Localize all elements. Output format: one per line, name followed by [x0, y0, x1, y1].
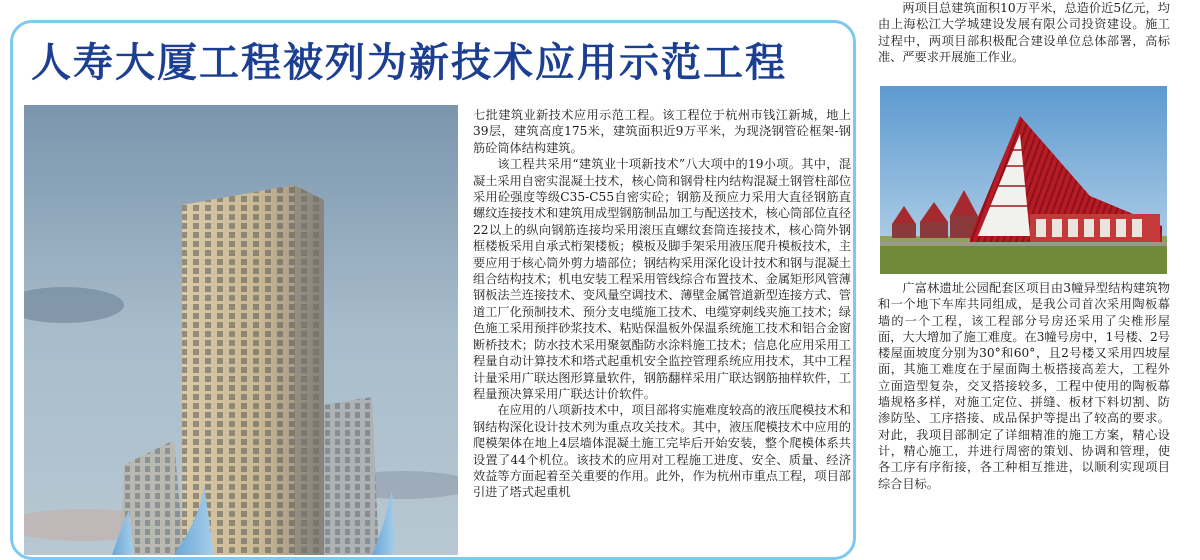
article-paragraph-3: 在应用的八项新技术中，项目部将实施难度较高的液压爬模技术和钢结构深化设计技术列为重点攻关技术。其中，液压爬模技术中应用的爬模架体在地上4层墙体混凝土施工完毕后开始安装，整个爬模体系共设置了44个机位。该技术的应用对工程施工进度、安全、质量、经济效益等方面起着至关重要的作用。此外，作为杭州市重点工程，项目部引进了塔式起重机 [473, 403, 851, 500]
right-column-bottom [878, 280, 1170, 492]
red-roof-building-photo [880, 86, 1167, 274]
skyscraper-rendering-image [24, 105, 458, 555]
article-paragraph-1: 七批建筑业新技术应用示范工程。该工程位于杭州市钱江新城，地上39层，建筑高度175米，建筑面积近9万平米，为现浇钢管砼框架-钢筋砼筒体结构建筑。 [473, 108, 851, 155]
article-paragraph-2: 该工程共采用“建筑业十项新技术”八大项中的19小项。其中，混凝土采用自密实混凝土技术，核心筒和钢骨柱内结构混凝土钢管柱部位采用砼强度等级C35-C55自密实砼；钢筋及预应力采用大直径钢筋直螺纹连接技术和建筑用成型钢筋制品加工与配送技术，核心筒部位直径22以上的纵向钢筋连接均采用滚压直螺纹套筒连接技术，核心筒外钢框楼板采用自承式桁架楼板；模板及脚手架采用液压爬升模板技术，主要应用于核心筒外剪力墙部位；钢结构采用深化设计技术和钢与混凝土组合结构技术；机电安装工程采用管线综合布置技术、金属矩形风管薄钢板法兰连接技术、变风量空调技术、薄壁金属管道新型连接方式、管道工厂化预制技术、预分支电缆施工技术、电缆穿刺线夹施工技术；绿色施工采用预拌砂浆技术、粘贴保温板外保温系统施工技术和铝合金窗断桥技术；防水技术采用聚氨酯防水涂料施工技术；信息化应用采用工程量自动计算技术和塔式起重机安全监控管理系统应用技术，其中工程计量采用广联达图形算量软件，钢筋翻样采用广联达钢筋抽样软件，工程量预决算采用广联达计价软件。 [473, 157, 851, 401]
article-body [473, 107, 851, 501]
right-top-paragraph: 两项目总建筑面积10万平米，总造价近5亿元，均由上海松江大学城建设发展有限公司投资建设。施工过程中，两项目部积极配合建设单位总体部署，高标准、严要求开展施工作业。 [878, 1, 1170, 65]
right-bottom-paragraph: 广富林遗址公园配套区项目由3幢异型结构建筑物和一个地下车库共同组成，是我公司首次采用陶板幕墙的一个工程，该工程部分号房还采用了尖椎形屋面，大大增加了施工难度。在3幢号房中，1号楼、2号楼屋面坡度分别为30°和60°，且2号楼又采用四坡屋面，其施工难度在于屋面陶土板搭接高差大，工程外立面造型复杂，交叉搭接较多，工程中使用的陶板幕墙规格多样，对施工定位、拼缝、板材下料切割、防渗防坠、工序搭接、成品保护等提出了较高的要求。对此，我项目部制定了详细精准的施工方案，精心设计，精心施工，并进行周密的策划、协调和管理，使各工序有序衔接，各工种相互推进，以顺利实现项目综合目标。 [878, 281, 1170, 491]
right-column-top [878, 0, 1170, 66]
headline: 人寿大厦工程被列为新技术应用示范工程 [31, 40, 787, 86]
article-frame [10, 20, 856, 560]
